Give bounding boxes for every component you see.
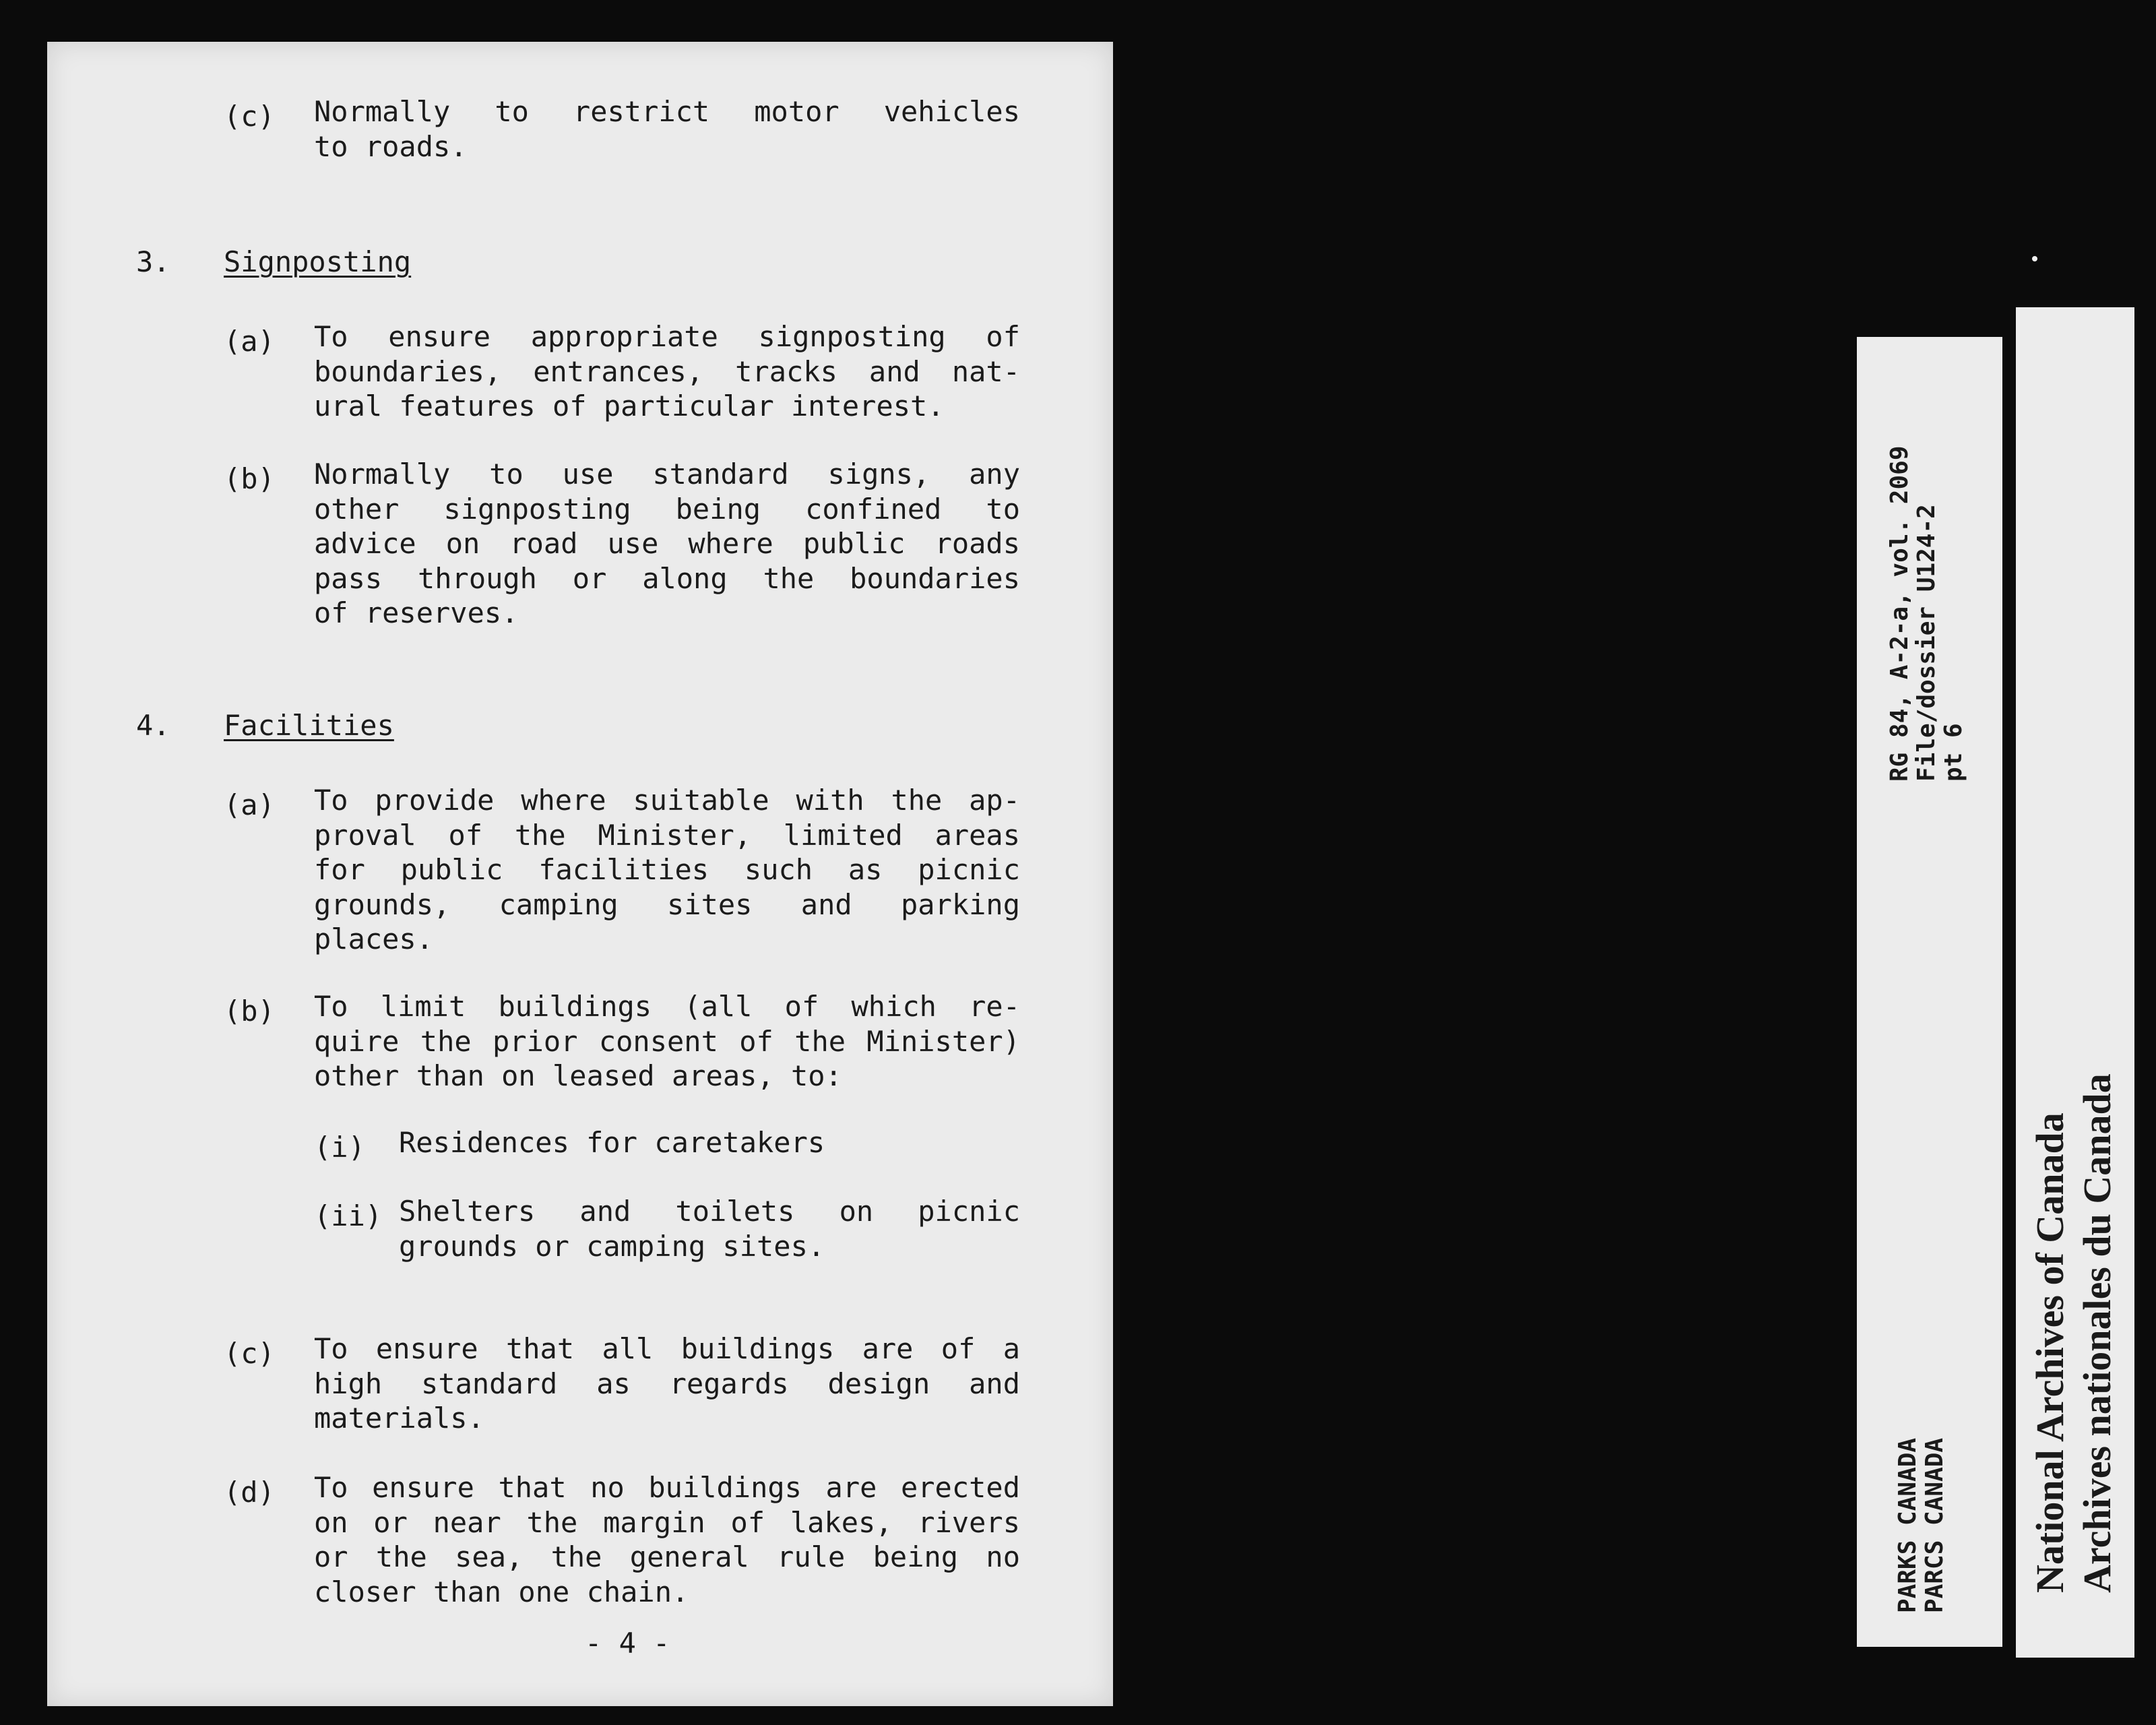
text-line: pass through or along the boundaries [314, 561, 1020, 595]
text-line: To ensure that no buildings are erected [314, 1471, 1020, 1504]
text-line: To ensure that all buildings are of a [314, 1332, 1020, 1365]
section-number: 4. [136, 709, 170, 742]
text-line: Normally to use standard signs, any [314, 458, 1020, 491]
item-label: (b) [224, 995, 275, 1028]
text-line: materials. [314, 1402, 484, 1435]
section-heading: Signposting [224, 245, 412, 278]
agency-line: PARKS CANADA [1894, 1437, 1922, 1613]
text-line: To ensure appropriate signposting of [314, 320, 1020, 353]
text-line: closer than one chain. [314, 1575, 689, 1608]
text-line: of reserves. [314, 596, 519, 629]
text-line: ural features of particular interest. [314, 389, 945, 422]
reference-line: RG 84, A-2-a, vol. 2069 [1886, 445, 1913, 782]
archives-line: National Archives of Canada [2028, 1112, 2072, 1593]
text-line: To provide where suitable with the ap- [314, 784, 1020, 817]
section-number: 3. [136, 245, 170, 278]
subitem-text [399, 1125, 1020, 1160]
item-text [314, 989, 1020, 1094]
item-label: (b) [224, 462, 275, 495]
text-line: To limit buildings (all of which re- [314, 990, 1020, 1023]
item-label: (d) [224, 1476, 275, 1509]
text-line: on or near the margin of lakes, rivers [314, 1505, 1020, 1539]
agency-name [1895, 1438, 1948, 1613]
speck-mark [2032, 256, 2037, 261]
archives-name [2027, 1073, 2121, 1593]
item-text [314, 319, 1020, 424]
text-line: Residences for caretakers [399, 1126, 825, 1159]
item-text [314, 783, 1020, 957]
typed-document-page [47, 42, 1113, 1706]
text-line: high standard as regards design and [314, 1367, 1020, 1400]
item-text [314, 1331, 1020, 1436]
text-line: grounds or camping sites. [399, 1229, 825, 1263]
text-line: other signposting being confined to [314, 492, 1020, 526]
reference-strip [1857, 337, 2002, 1647]
text-line: grounds, camping sites and parking [314, 887, 1020, 921]
text-line: for public facilities such as picnic [314, 853, 1020, 886]
item-label: (c) [224, 100, 275, 133]
subitem-label: (ii) [314, 1199, 383, 1232]
item-label: (a) [224, 325, 275, 358]
text-line: advice on road use where public roads [314, 527, 1020, 560]
file-reference [1886, 446, 1967, 782]
item-text [314, 94, 1020, 164]
subitem-text [399, 1194, 1020, 1263]
text-line: places. [314, 922, 434, 955]
section-heading: Facilities [224, 709, 394, 742]
reference-line: File/dossier U124-2 [1913, 504, 1940, 782]
page-number: - 4 - [585, 1627, 670, 1660]
text-line: boundaries, entrances, tracks and nat- [314, 354, 1020, 388]
text-line: proval of the Minister, limited areas [314, 818, 1020, 852]
item-label: (c) [224, 1337, 275, 1370]
archives-label-strip [2016, 307, 2134, 1658]
reference-line: pt 6 [1940, 723, 1967, 782]
archives-line: Archives nationales du Canada [2075, 1073, 2119, 1593]
text-line: other than on leased areas, to: [314, 1059, 842, 1092]
agency-line: PARCS CANADA [1921, 1437, 1948, 1613]
text-line: Normally to restrict motor vehicles [314, 95, 1020, 128]
subitem-label: (i) [314, 1131, 365, 1164]
item-text [314, 1470, 1020, 1609]
item-text [314, 457, 1020, 631]
item-label: (a) [224, 788, 275, 821]
text-line: quire the prior consent of the Minister) [314, 1024, 1020, 1058]
text-line: or the sea, the general rule being no [314, 1540, 1020, 1573]
text-line: Shelters and toilets on picnic [399, 1195, 1020, 1228]
text-line: to roads. [314, 129, 468, 163]
